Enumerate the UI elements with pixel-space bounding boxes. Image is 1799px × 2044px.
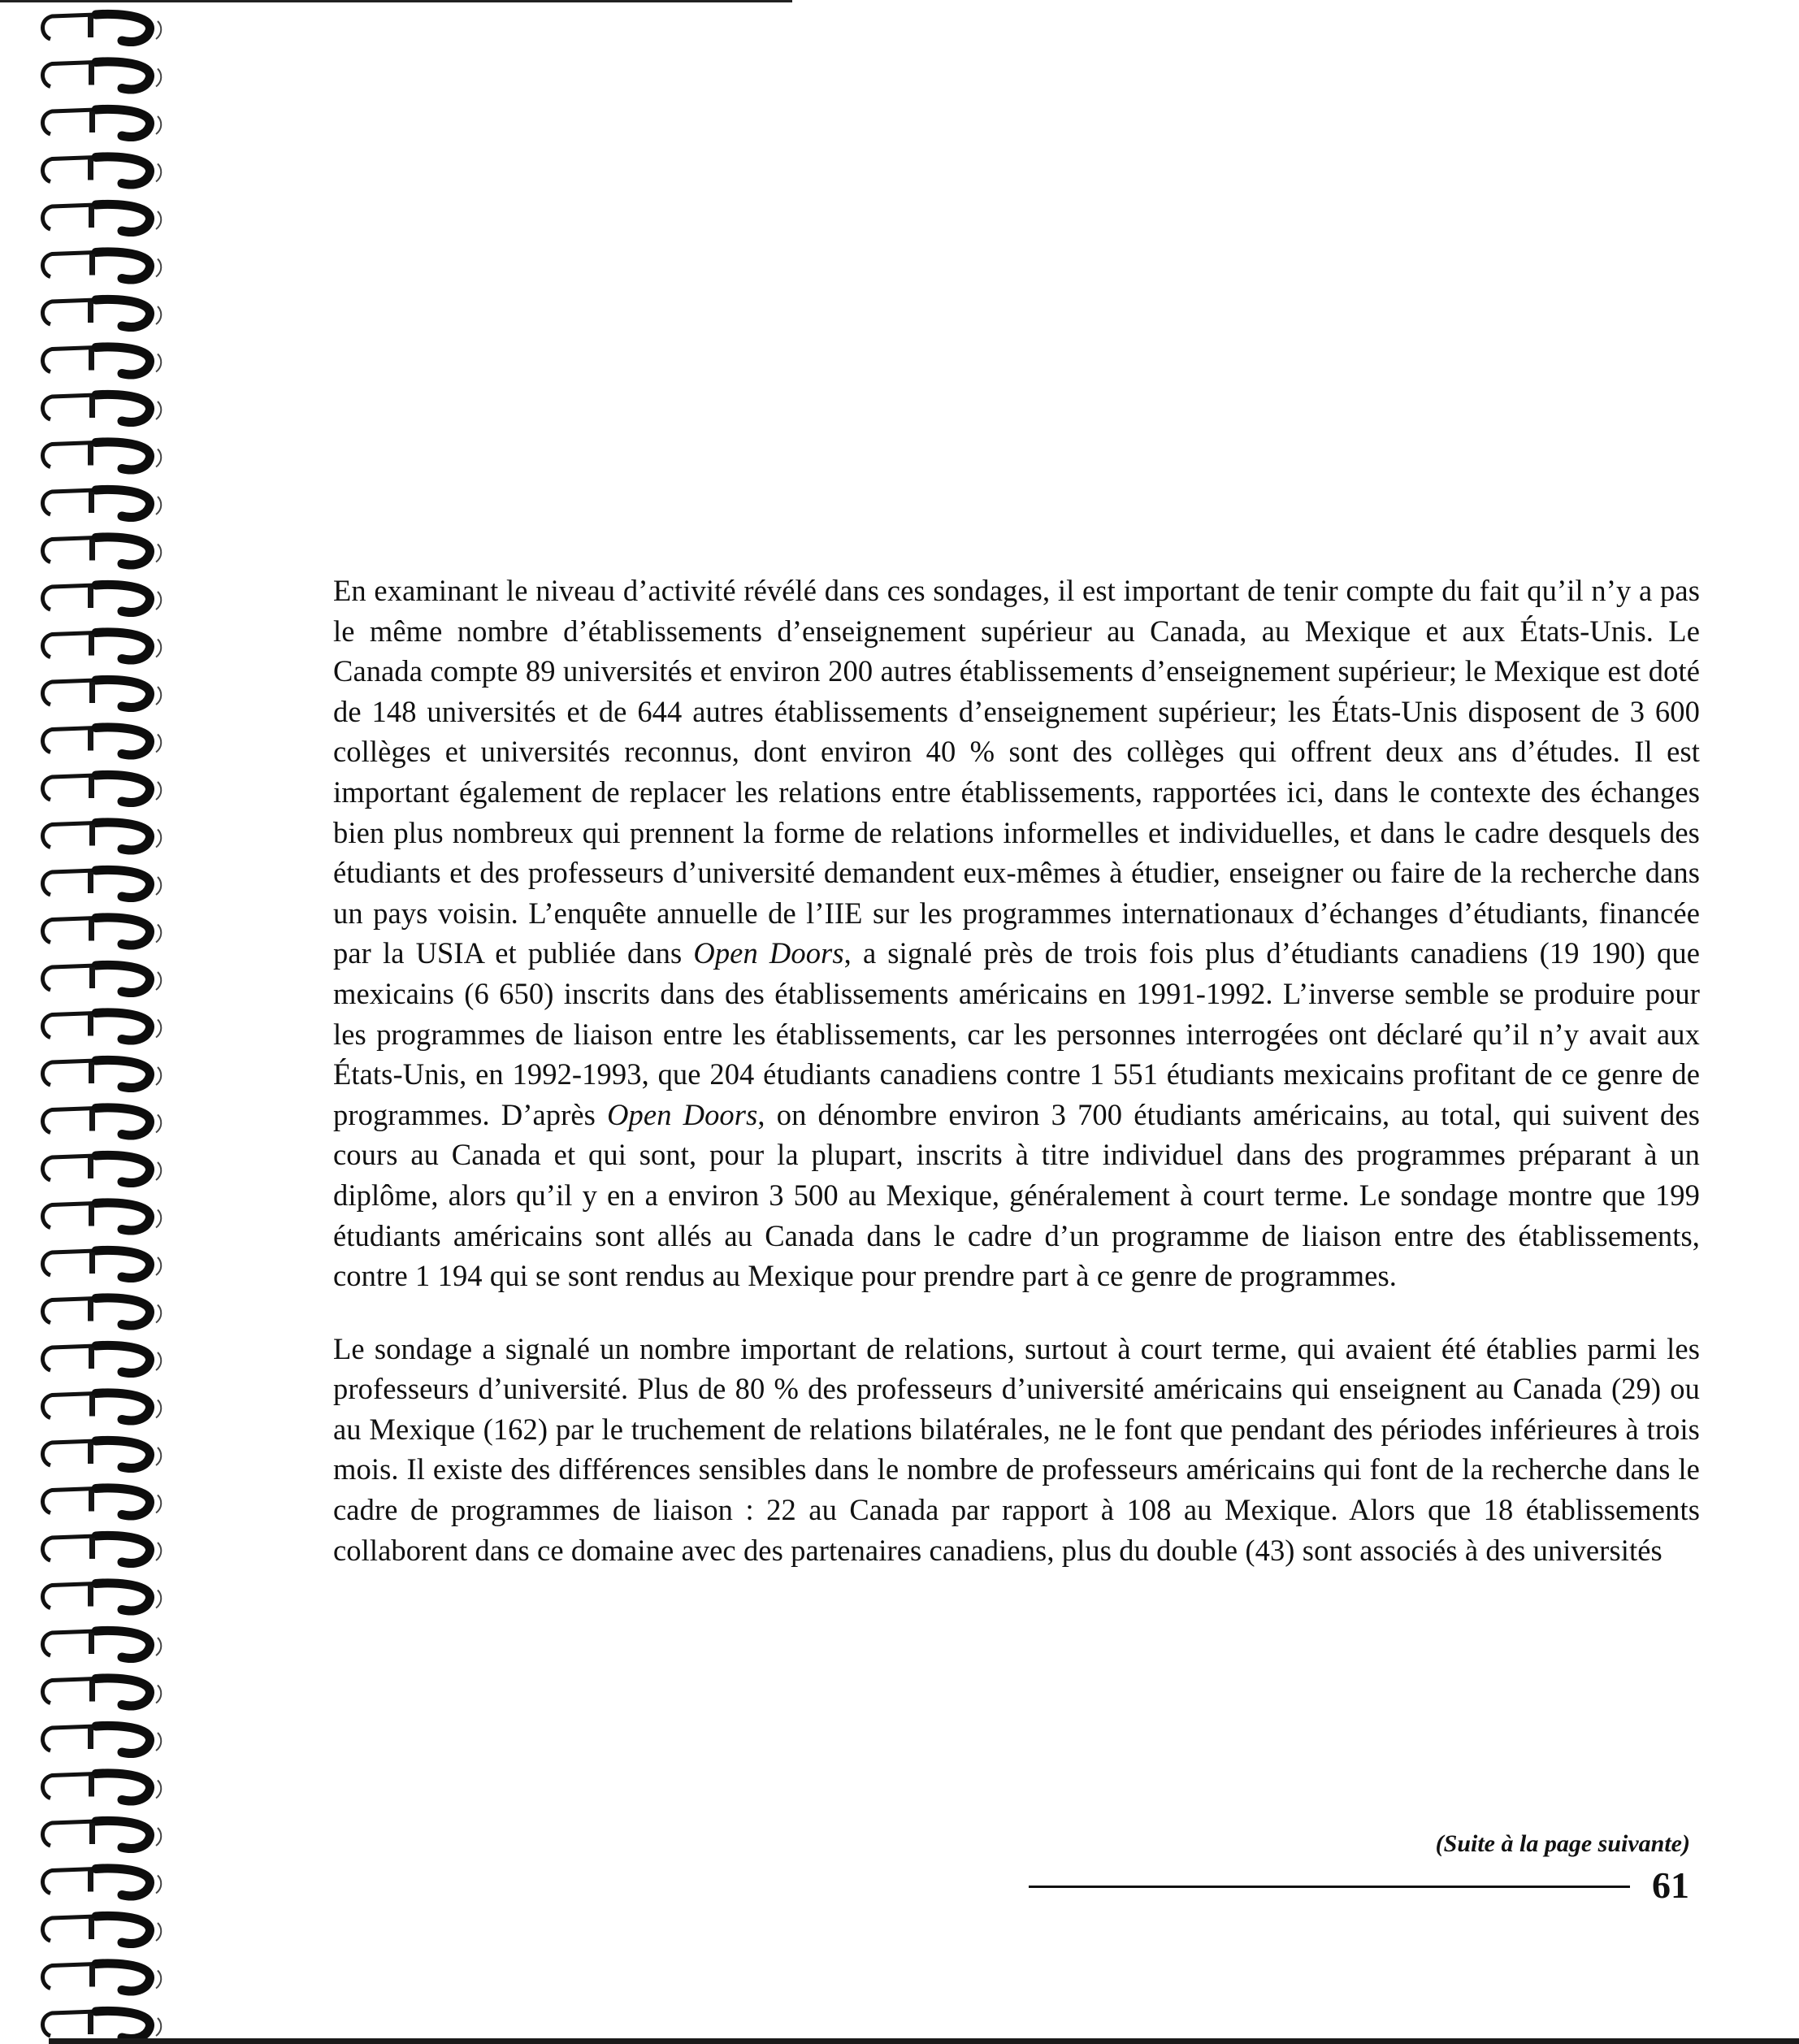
binding-loop [43,1821,162,1848]
binding-loop [43,727,162,755]
bottom-edge-rule [49,2038,1799,2044]
binding-loop [43,1535,162,1563]
binding-loop [43,1203,162,1230]
binding-loop [43,965,162,992]
binding-loop [43,584,162,612]
binding-loop [43,157,162,184]
binding-loop [43,1868,162,1896]
paragraph-2 [333,1329,1700,1571]
text-run: , a signalé près de trois fois plus d’étudiants canadiens (19 190) que mexicains (6 650) inscrits dans des établissements américains en 1991-1992. L’inverse semble se produire pour les programmes de liaison entre les établissements, car les personnes interrogées ont déclaré qu’il n’y avait aux États-Unis, en 1992-1993, que 204 étudiants canadiens contre 1 551 étudiants mexicains profitant de ce genre de programmes. D’après [333,936,1700,1131]
binding-loop [43,1964,162,1991]
binding-loop [43,1013,162,1040]
binding-loop [43,1393,162,1421]
binding-loop [43,442,162,470]
binding-loop [43,1773,162,1801]
binding-loop [43,394,162,422]
binding-loop [43,1060,162,1087]
italic-title: Open Doors [693,936,844,970]
binding-loop [43,1583,162,1611]
binding-loop [43,679,162,707]
binding-loop [43,252,162,280]
italic-title: Open Doors [607,1097,758,1131]
binding-loop [43,537,162,565]
text-run: Le sondage a signalé un nombre important de relations, surtout à court terme, qui avaient été établies parmi les professeurs d’université. Plus de 80 % des professeurs d’université américains qui enseignent au Canada (29) ou au Mexique (162) par le truchement de relations bilatérales, ne le font que pendant des périodes inférieures à trois mois. Il existe des différences sensibles dans le nombre de professeurs américains qui font de la recherche dans le cadre de programmes de liaison : 22 au Canada par rapport à 108 au Mexique. Alors que 18 établissements collaborent dans ce domaine avec des partenaires canadiens, plus du double (43) sont associés à des universités [333,1331,1700,1567]
footer-rule [1029,1886,1630,1888]
binding-loop [43,489,162,517]
binding-loop [43,870,162,897]
body-text [333,571,1700,1570]
binding-loop [43,347,162,375]
binding-loop [43,775,162,802]
binding-loop [43,2011,162,2038]
binding-loop [43,1630,162,1658]
binding-loop [43,204,162,232]
page-number: 61 [1652,1864,1689,1906]
continuation-note: (Suite à la page suivante) [1435,1830,1690,1857]
binding-loop [43,109,162,137]
binding-loop [43,918,162,945]
text-run: , on dénombre environ 3 700 étudiants américains, au total, qui suivent des cours au Canada et qui sont, pour la plupart, inscrits à titre individuel dans des programmes préparant à un diplôme, alors qu’il y en a environ 3 500 au Mexique, généralement à court terme. Le sondage montre que 199 étudiants américains sont allés au Canada dans le cadre d’un programme de liaison entre des établissements, contre 1 194 qui se sont rendus au Mexique pour prendre part à ce genre de programmes. [333,1097,1701,1293]
binding-loop [43,632,162,660]
text-run: En examinant le niveau d’activité révélé dans ces sondages, il est important de tenir compte du fait qu’il n’y a pas le même nombre d’établissements d’enseignement supérieur au Canada, au Mexique et aux États-Unis. Le Canada compte 89 universités et environ 200 autres établissements d’enseignement supérieur; le Mexique est doté de 148 universités et de 644 autres établissements d’enseignement supérieur; les États-Unis disposent de 3 600 collèges et universités reconnus, dont environ 40 % sont des collèges qui offrent deux ans d’études. Il est important également de replacer les relations entre établissements, rapportées ici, dans le contexte des échanges bien plus nombreux qui prennent la forme de relations informelles et individuelles, et dans le cadre desquels des étudiants et des professeurs d’université demandent eux-mêmes à étudier, enseigner ou faire de la recherche dans un pays voisin. L’enquête annuelle de l’IIE sur les programmes internationaux d’échanges d’étudiants, financée par la USIA et publiée dans [333,574,1700,970]
paragraph-1 [333,571,1700,1296]
binding-loop [43,1108,162,1135]
binding-loop [43,822,162,850]
binding-loop [43,299,162,327]
binding-loop [43,1298,162,1326]
binding-loop [43,1440,162,1468]
binding-loop [43,1250,162,1278]
spiral-binding [0,0,195,2044]
binding-loop [43,1488,162,1516]
binding-loop [43,1678,162,1706]
binding-loop [43,14,162,41]
binding-loop [43,1725,162,1753]
binding-loop [43,1345,162,1373]
binding-loop [43,1155,162,1183]
binding-loop [43,1916,162,1943]
binding-loop [43,62,162,89]
